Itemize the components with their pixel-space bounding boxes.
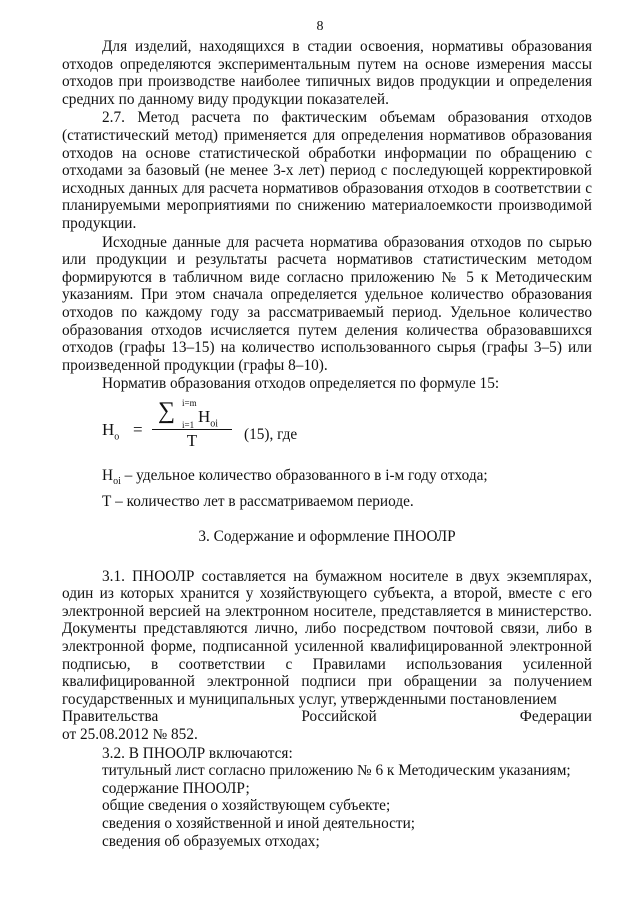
formula-fraction — [152, 399, 232, 450]
list-item: сведения о хозяйственной и иной деятельности; — [102, 815, 416, 833]
sum-lower-limit: i=1 — [182, 419, 195, 430]
list-item: содержание ПНООЛР; — [102, 779, 250, 797]
sum-term: $Н_{oi}$ — [198, 406, 219, 430]
formula-equals: = — [133, 419, 143, 439]
paragraph-3-2: 3.2. В ПНООЛР включаются: — [102, 744, 293, 762]
sum-upper-limit: i=m — [182, 397, 197, 408]
formula-numerator — [152, 399, 232, 430]
list-item: сведения об образуемых отходах; — [102, 832, 320, 850]
sum-sign: ∑ — [158, 397, 176, 424]
list-item: титульный лист согласно приложению № 6 к Методическим указаниям; — [102, 762, 571, 780]
paragraph-intro: Для изделий, находящихся в стадии освоения, нормативы образования отходов определяются экспериментальным путем на основе измерения массы отходов при производстве наиболее типичных видов продукции и определения средних по данному виду продукции показателей. — [62, 38, 592, 108]
definition-hoi: $Н_{oi}$ – удельное количество образованного в i-м году отхода; — [102, 466, 488, 487]
formula-denominator: Т — [186, 430, 198, 450]
paragraph-3-1-end: от 25.08.2012 № 852. — [62, 726, 198, 744]
formula-lhs: $Н_о$ — [102, 419, 120, 443]
definition-t: Т – количество лет в рассматриваемом периоде. — [102, 492, 414, 510]
paragraph-3-1-spread-line: Правительства Российской Федерации — [62, 708, 592, 726]
formula-label: (15), где — [244, 425, 298, 443]
document-body — [62, 38, 592, 850]
section-title: 3. Содержание и оформление ПНООЛР — [198, 528, 456, 546]
paragraph-3-1: 3.1. ПНООЛР составляется на бумажном носителе в двух экземплярах, один из которых хранится у хозяйствующего субъекта, а второй, вместе с его электронной версией на электронном носителе, представляется в министерство. Документы представляются лично, либо посредством почтовой связи, либо в электронной форме, подписанной усиленной квалифицированной электронной подписью, в соответствии с Правилами использования усиленной квалифицированной электронной подписи при обращении за получением государственных и муниципальных услуг, утвержденными постановлением — [62, 567, 592, 708]
list-item: общие сведения о хозяйствующем субъекте; — [102, 797, 391, 815]
page-number: 8 — [316, 19, 324, 34]
paragraph-source-data: Исходные данные для расчета норматива образования отходов по сырью или продукции и результаты расчета нормативов статистическим методом формируются в табличном виде согласно приложению № 5 к Методическим указаниям. При этом сначала определяется удельное количество образования отходов по каждому году за рассматриваемый период. Удельное количество образования отходов исчисляется путем деления количества образовавшихся отходов (графы 13–15) на количество использованного сырья (графы 3–5) или произведенной продукции (графы 8–10). — [62, 233, 592, 374]
paragraph-2-7: 2.7. Метод расчета по фактическим объемам образования отходов (статистический метод) применяется для определения нормативов образования отходов на основе статистической обработки информации по обращению с отходами за базовый (не менее 3-х лет) период с последующей корректировкой исходных данных для расчета нормативов образования отходов в соответствии с планируемыми мероприятиями по снижению материалоемкости производимой продукции. — [62, 109, 592, 232]
formula-15 — [102, 399, 592, 461]
paragraph-formula-intro: Норматив образования отходов определяется по формуле 15: — [102, 375, 500, 393]
